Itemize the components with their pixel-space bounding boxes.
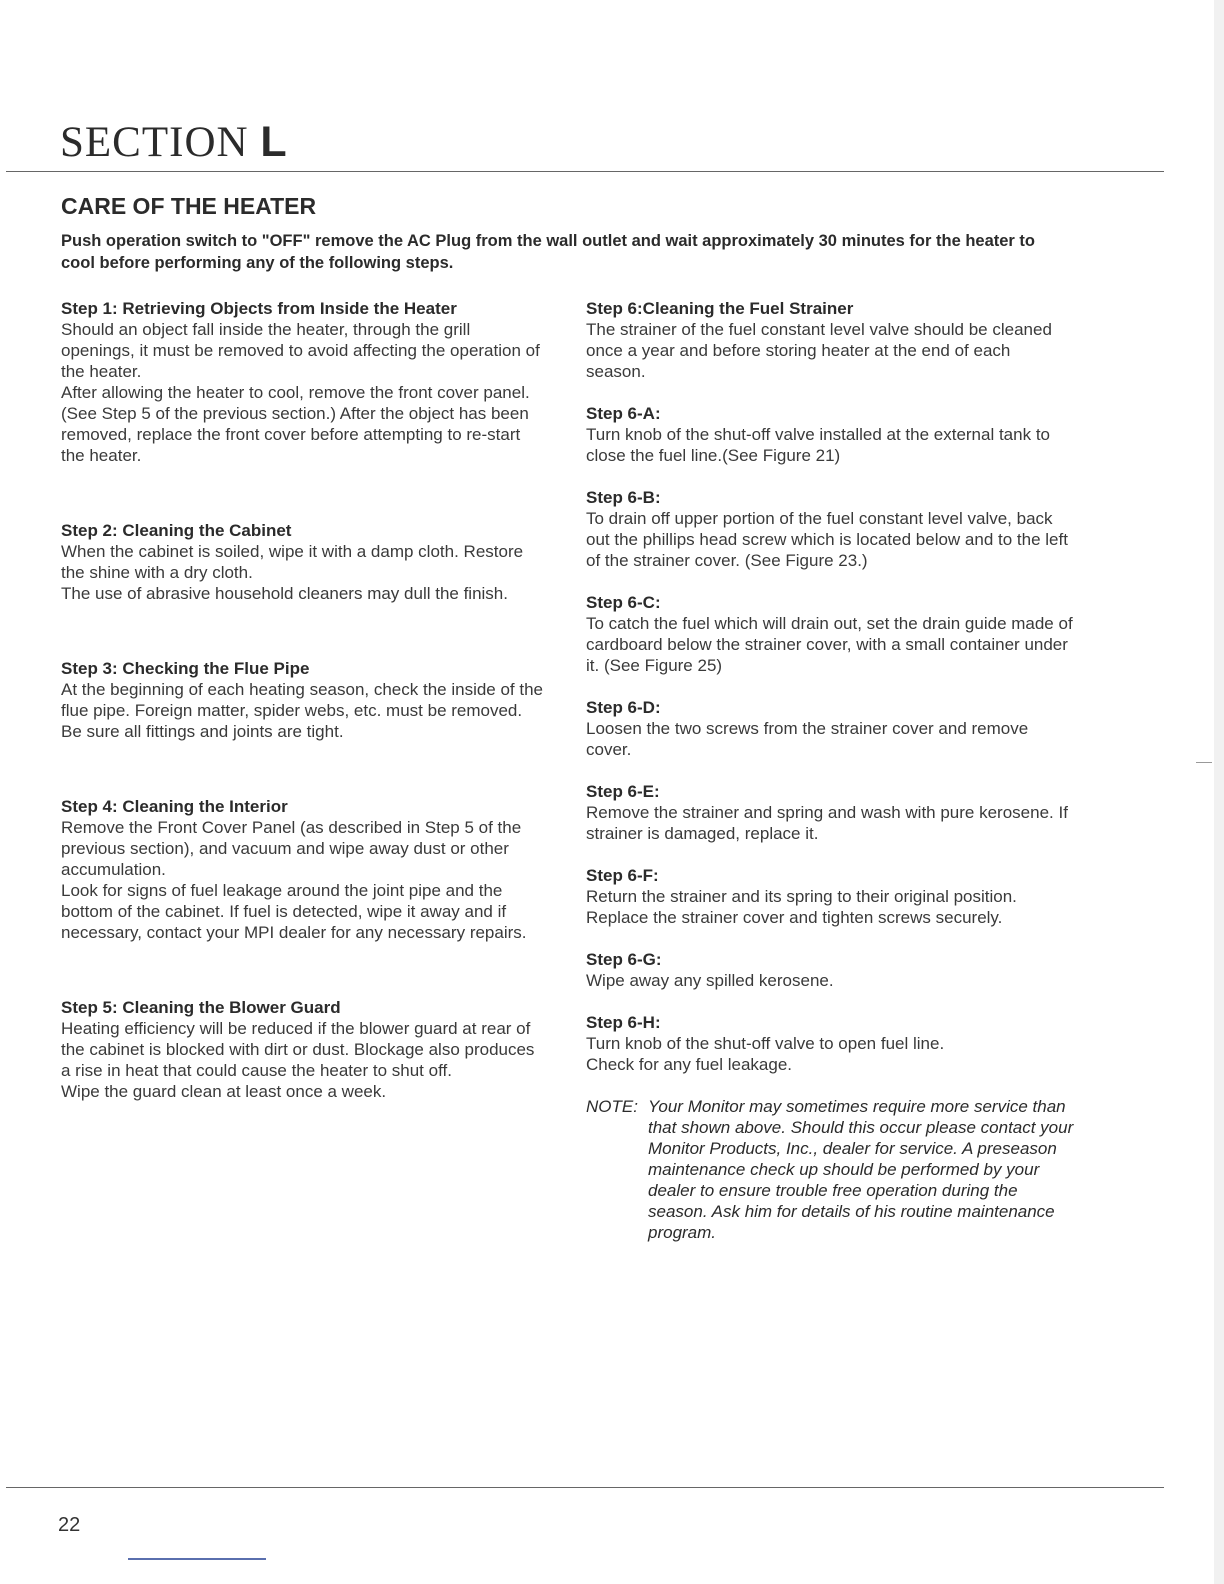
- step-title: Step 2: Cleaning the Cabinet: [61, 521, 292, 540]
- step-title: Step 6-C:: [586, 593, 661, 612]
- section-letter: L: [260, 118, 288, 166]
- care-heading: CARE OF THE HEATER: [61, 193, 317, 219]
- step-text: Be sure all fittings and joints are tight.: [61, 722, 344, 741]
- step-6: [586, 298, 1074, 382]
- step-6c: [586, 592, 1074, 676]
- step-text: Wipe the guard clean at least once a week.: [61, 1082, 387, 1101]
- step-text: After allowing the heater to cool, remove the front cover panel. (See Step 5 of the previous section.) After the object has been removed, replace the front cover before attempting to re-start the heater.: [61, 383, 530, 465]
- scan-underline-mark: [128, 1558, 266, 1560]
- step-text: The use of abrasive household cleaners may dull the finish.: [61, 584, 508, 603]
- top-divider: [6, 171, 1164, 172]
- step-2: [61, 520, 546, 604]
- step-text: Turn knob of the shut-off valve to open fuel line.: [586, 1034, 945, 1053]
- step-6b: [586, 487, 1074, 571]
- bottom-divider: [6, 1487, 1164, 1488]
- step-text: When the cabinet is soiled, wipe it with a damp cloth. Restore the shine with a dry cloth.: [61, 542, 524, 582]
- note-label: NOTE:: [586, 1097, 638, 1116]
- step-title: Step 6-D:: [586, 698, 661, 717]
- step-title: Step 6-B:: [586, 488, 661, 507]
- step-text: Remove the Front Cover Panel (as described in Step 5 of the previous section), and vacuum and wipe away dust or other accumulation.: [61, 818, 522, 879]
- step-6d: [586, 697, 1074, 760]
- step-6h: [586, 1012, 1074, 1075]
- step-6e: [586, 781, 1074, 844]
- scan-page-edge: [1214, 0, 1224, 1584]
- step-text: Loosen the two screws from the strainer cover and remove cover.: [586, 719, 1029, 759]
- section-word: SECTION: [60, 119, 249, 166]
- section-title: [60, 118, 288, 167]
- step-1: [61, 298, 546, 466]
- step-text: Remove the strainer and spring and wash with pure kerosene. If strainer is damaged, replace it.: [586, 803, 1068, 843]
- step-text: Heating efficiency will be reduced if the blower guard at rear of the cabinet is blocked with dirt or dust. Blockage also produces a rise in heat that could cause the heater to shut off.: [61, 1019, 535, 1080]
- left-column: [61, 298, 546, 1102]
- step-title: Step 4: Cleaning the Interior: [61, 797, 288, 816]
- right-column: [586, 298, 1074, 1243]
- page-number: 22: [58, 1514, 81, 1536]
- step-text: Look for signs of fuel leakage around the joint pipe and the bottom of the cabinet. If fuel is detected, wipe it away and if necessary, contact your MPI dealer for any necessary repairs.: [61, 881, 527, 942]
- step-text: The strainer of the fuel constant level valve should be cleaned once a year and before storing heater at the end of each season.: [586, 320, 1052, 381]
- step-title: Step 6-G:: [586, 950, 662, 969]
- step-4: [61, 796, 546, 943]
- step-title: Step 6-E:: [586, 782, 660, 801]
- step-text: Should an object fall inside the heater, through the grill openings, it must be removed to avoid affecting the operation of the heater.: [61, 320, 540, 381]
- step-title: Step 6-A:: [586, 404, 661, 423]
- note-text: Your Monitor may sometimes require more service than that shown above. Should this occur please contact your Monitor Products, Inc., dealer for service. A preseason maintenance check up should be performed by your dealer to ensure trouble free operation during the season. Ask him for details of his routine maintenance program.: [648, 1097, 1074, 1242]
- step-3: [61, 658, 546, 742]
- step-6a: [586, 403, 1074, 466]
- step-6g: [586, 949, 1074, 991]
- intro-warning: Push operation switch to "OFF" remove the AC Plug from the wall outlet and wait approximately 30 minutes for the heater to cool before performing any of the following steps.: [61, 232, 1036, 272]
- step-text: Check for any fuel leakage.: [586, 1055, 793, 1074]
- step-title: Step 1: Retrieving Objects from Inside the Heater: [61, 299, 457, 318]
- step-title: Step 3: Checking the Flue Pipe: [61, 659, 310, 678]
- step-title: Step 6-F:: [586, 866, 659, 885]
- step-text: At the beginning of each heating season, check the inside of the flue pipe. Foreign matter, spider webs, etc. must be removed.: [61, 680, 544, 720]
- scan-edge-mark: [1196, 762, 1212, 763]
- step-title: Step 5: Cleaning the Blower Guard: [61, 998, 341, 1017]
- maintenance-note: [586, 1096, 1074, 1243]
- step-text: Wipe away any spilled kerosene.: [586, 971, 834, 990]
- step-6f: [586, 865, 1074, 928]
- step-text: To drain off upper portion of the fuel constant level valve, back out the phillips head screw which is located below and to the left of the strainer cover. (See Figure 23.): [586, 509, 1068, 570]
- step-5: [61, 997, 546, 1102]
- step-title: Step 6:Cleaning the Fuel Strainer: [586, 299, 854, 318]
- step-text: Turn knob of the shut-off valve installed at the external tank to close the fuel line.(See Figure 21): [586, 425, 1050, 465]
- step-text: Return the strainer and its spring to their original position. Replace the strainer cover and tighten screws securely.: [586, 887, 1017, 927]
- step-title: Step 6-H:: [586, 1013, 661, 1032]
- step-text: To catch the fuel which will drain out, set the drain guide made of cardboard below the strainer cover, with a small container under it. (See Figure 25): [586, 614, 1073, 675]
